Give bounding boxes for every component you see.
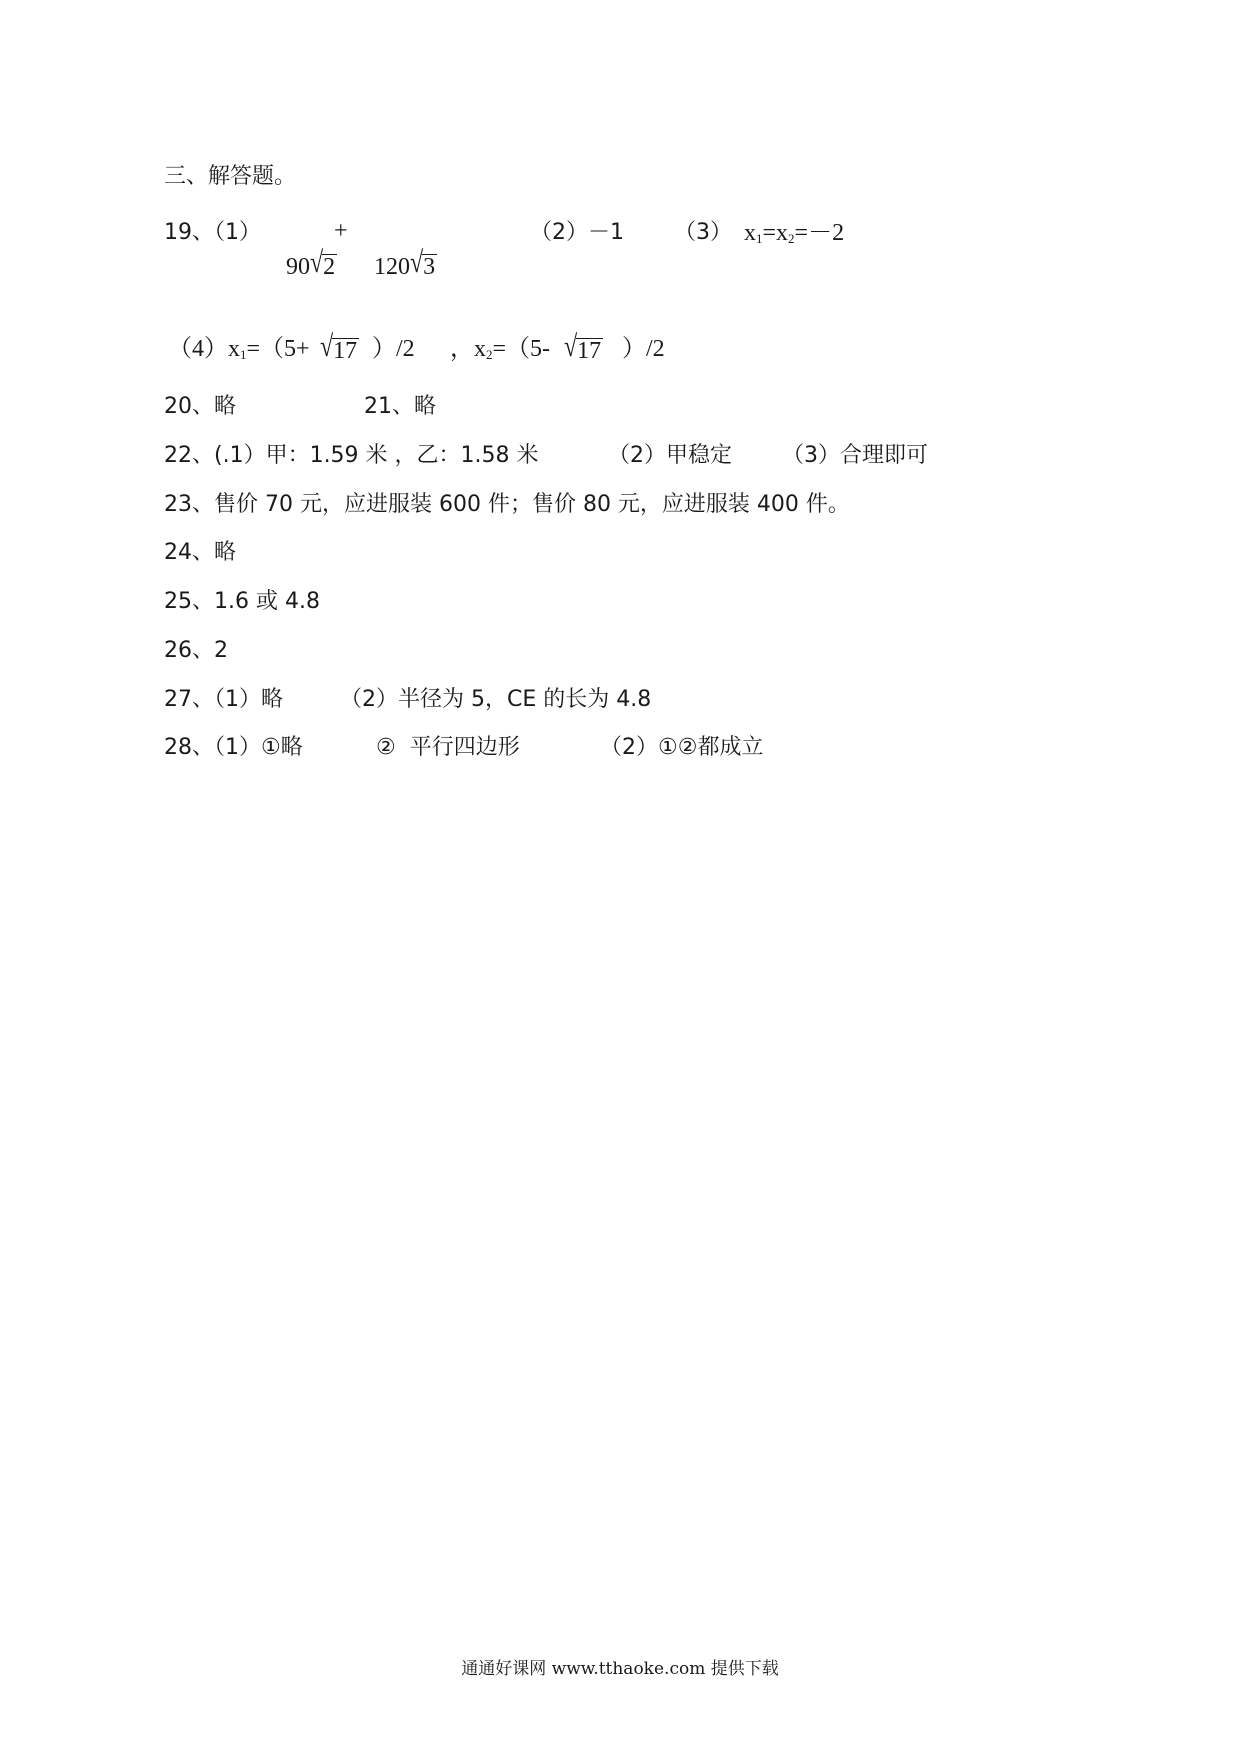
answer-24: 24、略: [164, 540, 236, 565]
answer-28-part1: 28、（1）①略: [164, 735, 303, 760]
answer-22-part3: （3）合理即可: [782, 443, 928, 468]
sqrt-symbol: √3: [410, 247, 436, 280]
answer-26: 26、2: [164, 638, 228, 663]
answer-19-part4: $(4)x_1=(5+$ √17 ）/2 ，$x_2=(5-$ √17 ）/2: [168, 331, 665, 364]
answer-27-part2: （2）半径为 5，CE 的长为 4.8: [340, 687, 652, 712]
answer-19-plus: +: [334, 218, 348, 244]
answer-19-part1-term2: 120√3: [374, 247, 436, 280]
answer-28-part3: （2）①②都成立: [600, 735, 764, 760]
answer-19-part1-term1: 90√2: [286, 247, 336, 280]
answer-23: 23、售价 70 元，应进服装 600 件；售价 80 元，应进服装 400 件。: [164, 492, 850, 517]
answer-21: 21、略: [364, 394, 436, 419]
section-title: 三、解答题。: [164, 164, 297, 189]
sqrt-symbol: √17: [320, 331, 358, 364]
answer-27-part1: 27、（1）略: [164, 687, 283, 712]
answer-28-part2: ② 平行四边形: [376, 735, 520, 760]
answer-19-part2: （2）－1: [530, 220, 624, 245]
answer-25: 25、1.6 或 4.8: [164, 589, 320, 614]
page-footer: 通通好课网 www.tthaoke.com 提供下载: [461, 1659, 779, 1679]
answer-19-part3: $x_1=x_2=-2$: [744, 220, 845, 246]
sqrt-symbol: √2: [310, 247, 336, 280]
sqrt-symbol: √17: [564, 331, 602, 364]
answer-22-part1: 22、(.1）甲：1.59 米 ，乙：1.58 米: [164, 443, 539, 468]
answer-19: [164, 218, 1064, 280]
answer-19-number: 19、（1）: [164, 220, 261, 245]
answer-19-part3-label: （3）: [674, 220, 732, 245]
answer-22-part2: （2）甲稳定: [608, 443, 732, 468]
answer-20: 20、略: [164, 394, 236, 419]
